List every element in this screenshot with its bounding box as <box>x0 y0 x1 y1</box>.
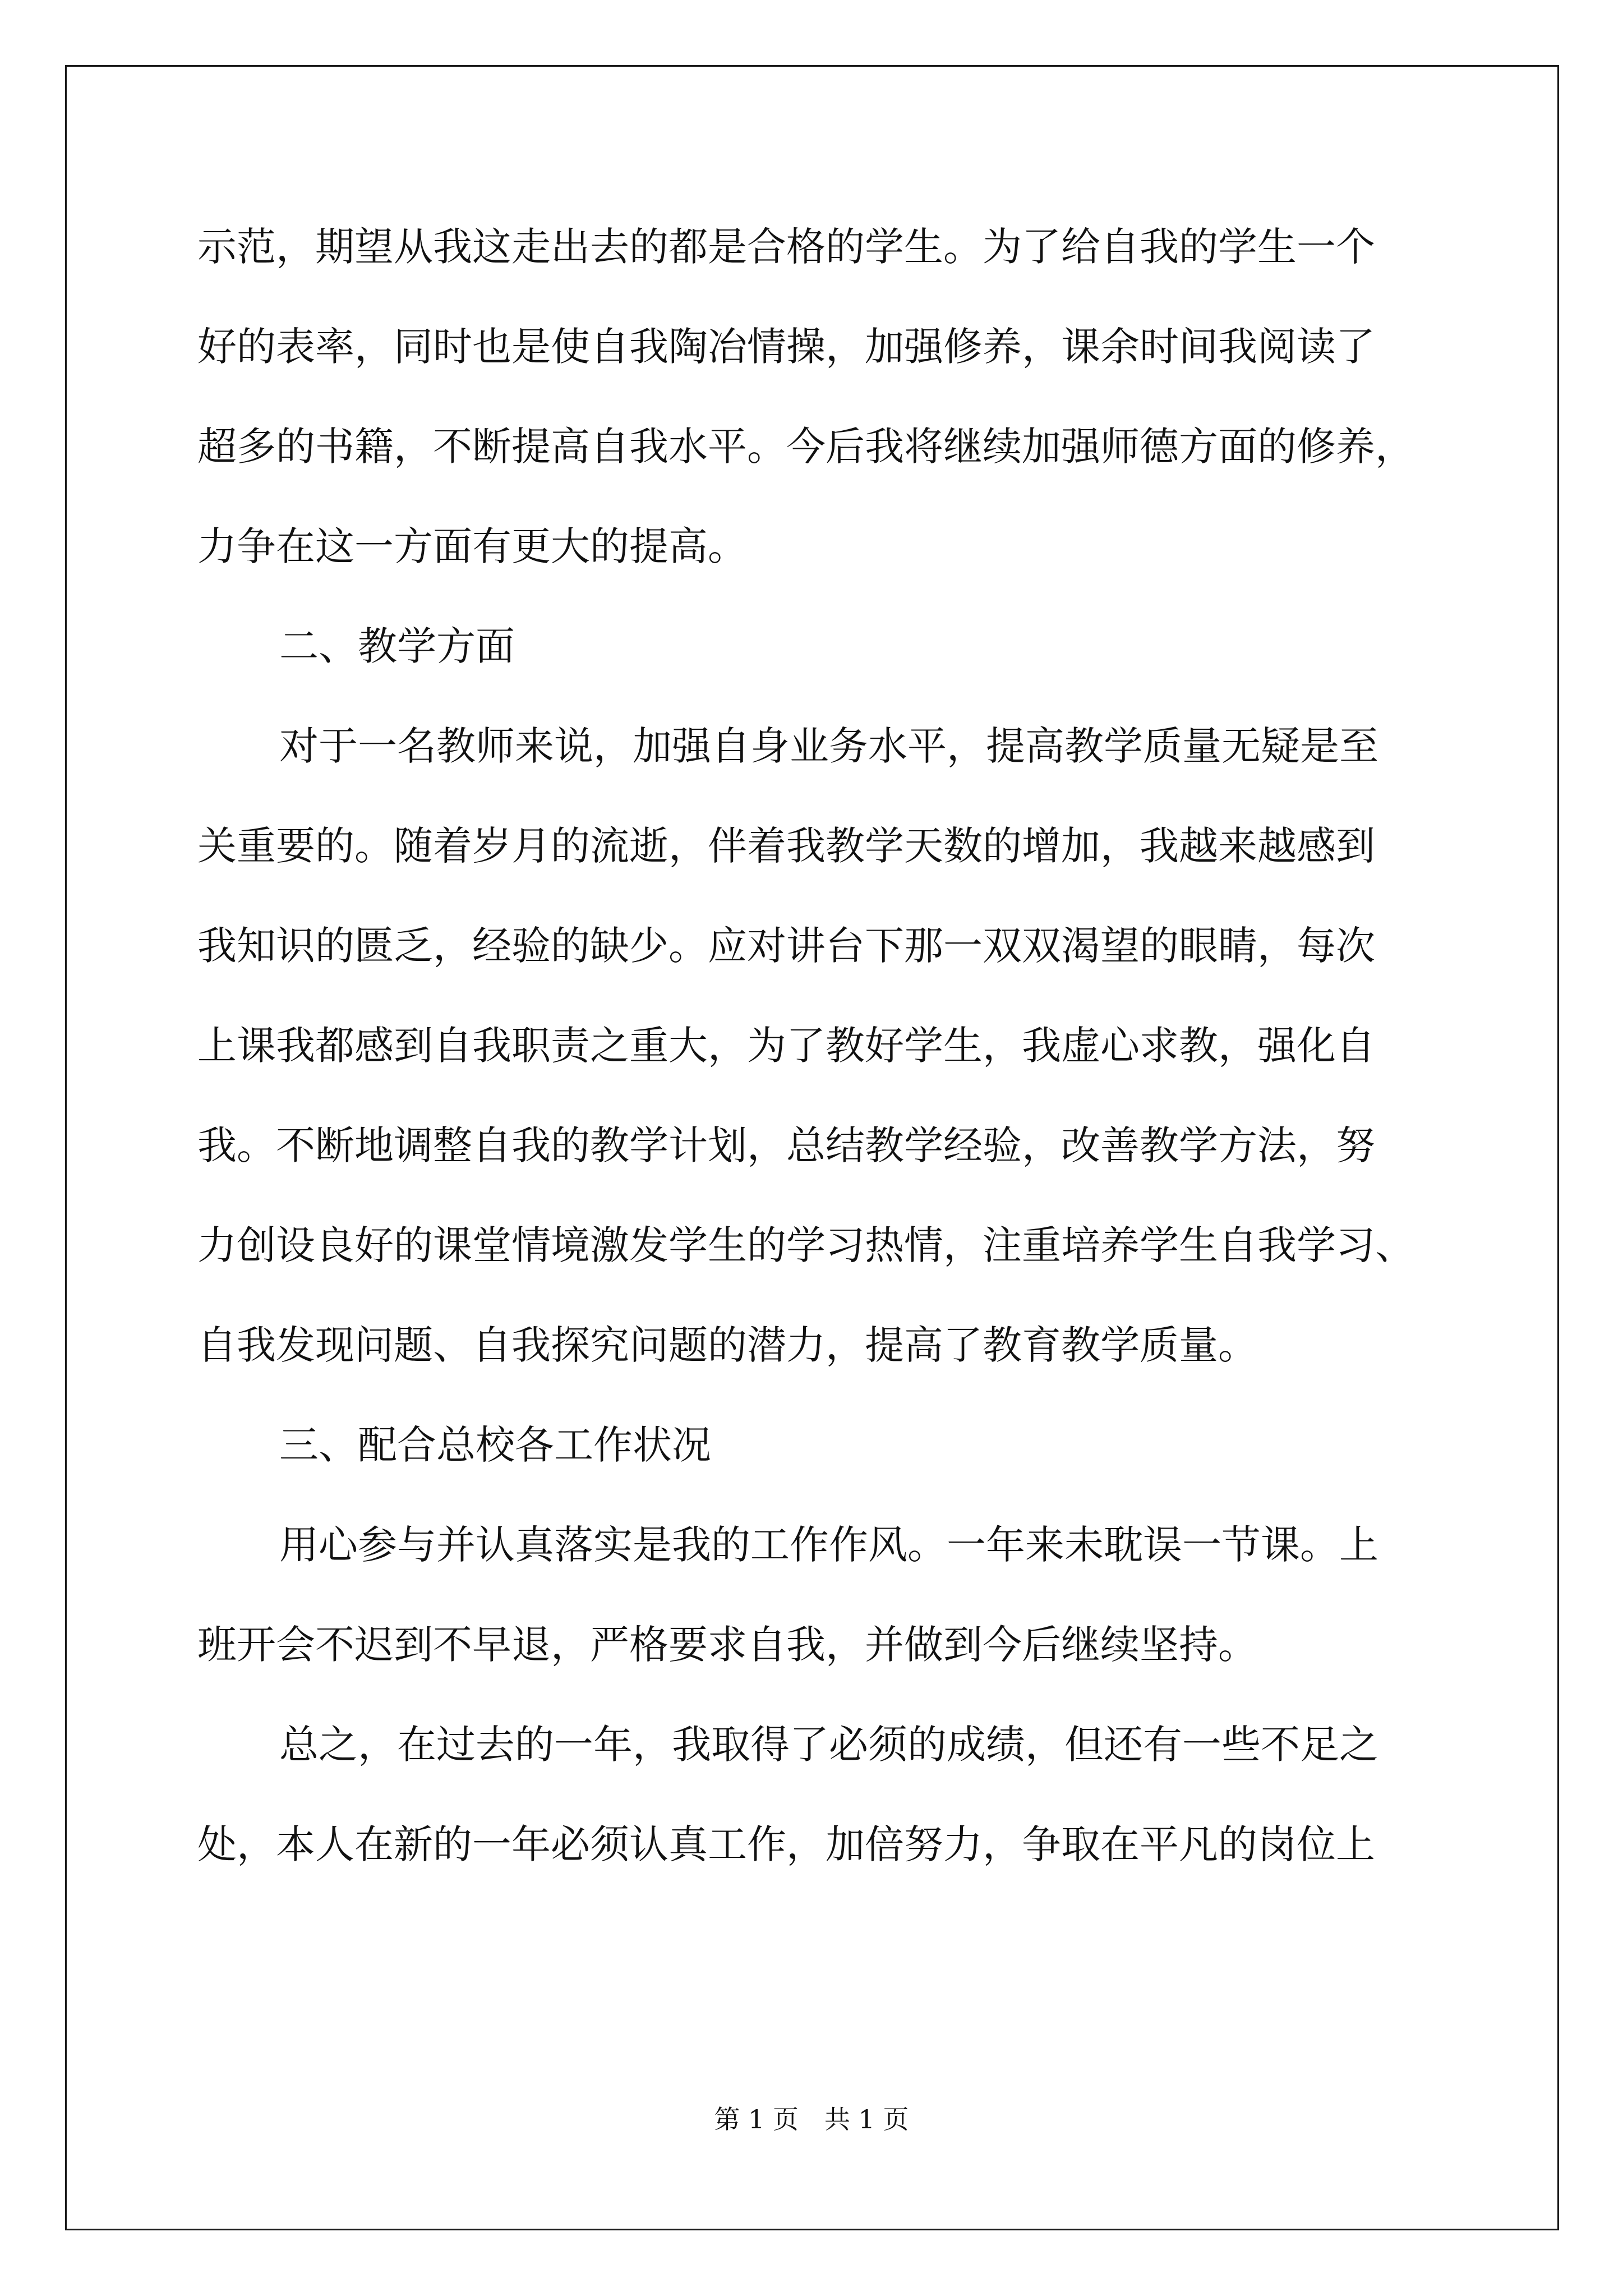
text-line: 上课我都感到自我职责之重大，为了教好学生，我虚心求教，强化自 <box>197 1023 1375 1069</box>
text-line: 处，本人在新的一年必须认真工作，加倍努力，争取在平凡的岗位上 <box>197 1821 1375 1867</box>
text-line: 超多的书籍，不断提高自我水平。今后我将继续加强师德方面的修养， <box>197 424 1414 470</box>
text-line: 力争在这一方面有更大的提高。 <box>197 523 747 569</box>
text-line: 用心参与并认真落实是我的工作作风。一年来未耽误一节课。上 <box>279 1522 1378 1568</box>
text-line: 关重要的。随着岁月的流逝，伴着我教学天数的增加，我越来越感到 <box>197 823 1375 869</box>
text-line: 好的表率，同时也是使自我陶冶情操，加强修养，课余时间我阅读了 <box>197 324 1375 370</box>
text-line: 班开会不迟到不早退，严格要求自我，并做到今后继续坚持。 <box>197 1622 1257 1668</box>
text-line: 我知识的匮乏，经验的缺少。应对讲台下那一双双渴望的眼睛，每次 <box>197 923 1375 969</box>
text-line: 对于一名教师来说，加强自身业务水平，提高教学质量无疑是至 <box>279 723 1378 769</box>
text-line: 总之，在过去的一年，我取得了必须的成绩，但还有一些不足之 <box>279 1722 1378 1768</box>
text-line: 力创设良好的课堂情境激发学生的学习热情，注重培养学生自我学习、 <box>197 1222 1414 1268</box>
text-line: 自我发现问题、自我探究问题的潜力，提高了教育教学质量。 <box>197 1322 1257 1368</box>
section-heading-teaching: 二、教学方面 <box>279 623 515 669</box>
text-line: 示范，期望从我这走出去的都是合格的学生。为了给自我的学生一个 <box>197 224 1375 270</box>
text-line: 我。不断地调整自我的教学计划，总结教学经验，改善教学方法，努 <box>197 1122 1375 1168</box>
page-footer: 第 1 页 共 1 页 <box>714 2104 909 2134</box>
section-heading-cooperation: 三、配合总校各工作状况 <box>279 1422 711 1468</box>
